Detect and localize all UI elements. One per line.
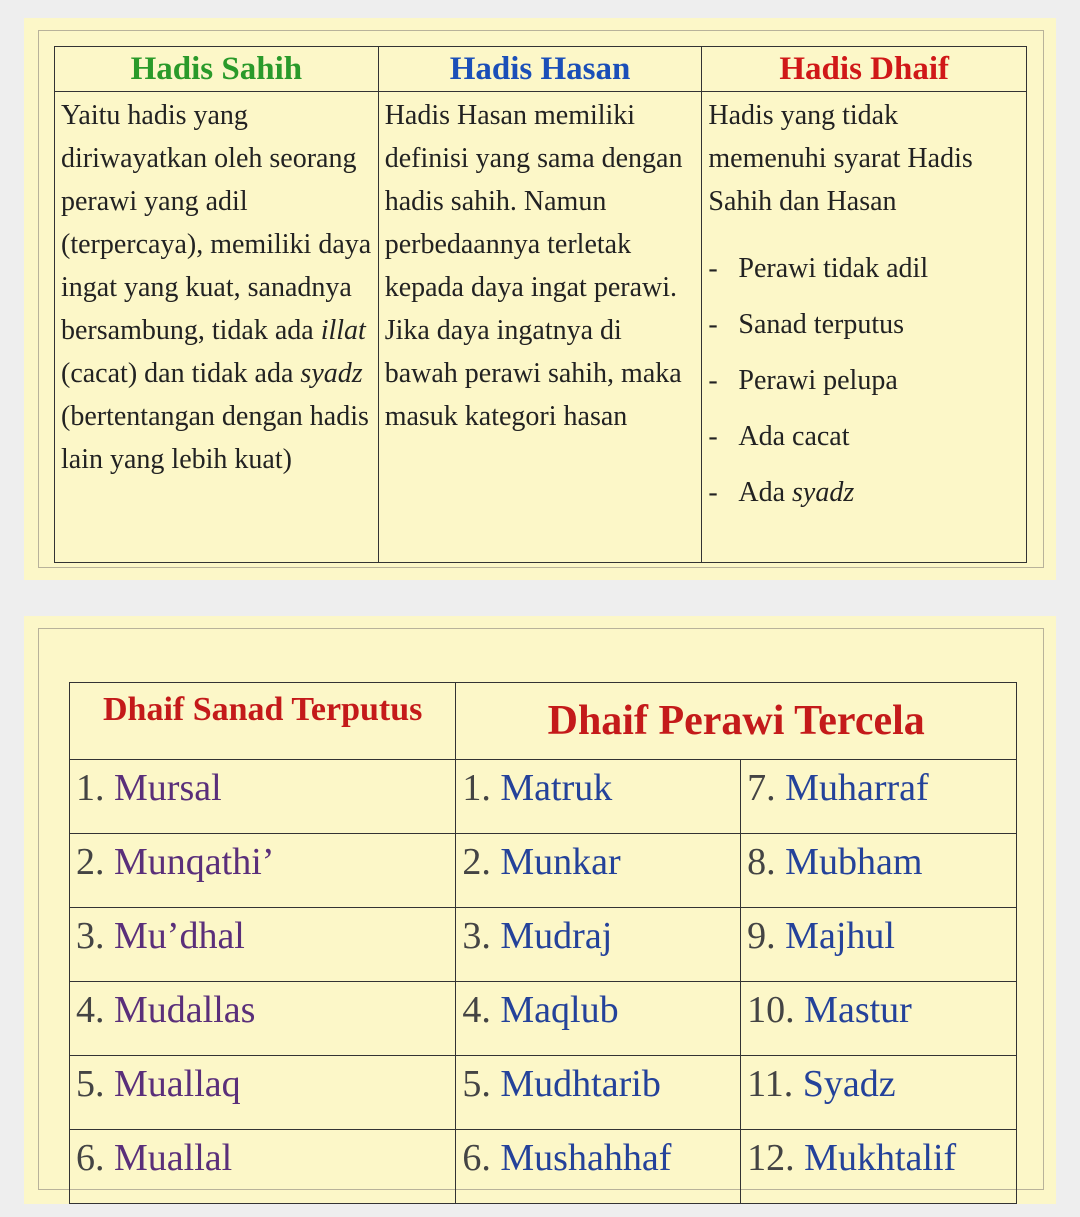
- list-item: - Ada cacat: [708, 409, 1020, 465]
- perawi-tercela-cell: [456, 982, 741, 1056]
- perawi-tercela-cell: [741, 982, 1017, 1056]
- dhaif-types-sheet: [24, 616, 1056, 1204]
- sahih-definition: [55, 92, 379, 563]
- sanad-terputus-cell: [70, 760, 456, 834]
- item-number: 11.: [747, 1063, 794, 1105]
- item-label: Majhul: [785, 915, 895, 957]
- item-label: Matruk: [500, 767, 613, 809]
- item-label: Mudraj: [500, 915, 613, 957]
- item-number: 2.: [462, 841, 491, 883]
- perawi-tercela-cell: [456, 1130, 741, 1204]
- hadis-comparison-table: [54, 46, 1027, 563]
- table-header-row: [55, 47, 1027, 92]
- item-number: 3.: [462, 915, 491, 957]
- dhaif-definition: [702, 92, 1027, 563]
- sanad-terputus-cell: [70, 834, 456, 908]
- item-number: 6.: [462, 1137, 491, 1179]
- table-row: [70, 760, 1017, 834]
- hasan-definition: [378, 92, 702, 563]
- perawi-tercela-cell: [741, 760, 1017, 834]
- perawi-tercela-cell: [741, 1130, 1017, 1204]
- item-label: Mukhtalif: [804, 1137, 957, 1179]
- header-sahih: Hadis Sahih: [55, 47, 379, 92]
- item-number: 5.: [462, 1063, 491, 1105]
- list-item: - Perawi pelupa: [708, 353, 1020, 409]
- comparison-sheet: [24, 18, 1056, 580]
- item-label: Munkar: [500, 841, 621, 883]
- list-item: [708, 465, 1020, 521]
- table-row: [70, 908, 1017, 982]
- item-label: Mudallas: [114, 989, 256, 1031]
- item-label: Munqathi’: [114, 841, 275, 883]
- dhaif-criteria-list: [708, 241, 1020, 521]
- dhaif-types-body: [70, 760, 1017, 1204]
- item-number: 4.: [76, 989, 105, 1031]
- perawi-tercela-cell: [741, 834, 1017, 908]
- item-label: Mudhtarib: [500, 1063, 661, 1105]
- item-number: 6.: [76, 1137, 105, 1179]
- item-number: 12.: [747, 1137, 795, 1179]
- sanad-terputus-cell: [70, 1130, 456, 1204]
- sahih-text-3: (bertentangan dengan hadis lain yang lebih kuat): [61, 401, 369, 475]
- item-label: Mubham: [785, 841, 923, 883]
- last-item-italic: syadz: [792, 477, 855, 508]
- dhaif-types-panel: [24, 616, 1056, 1204]
- sahih-text-2: (cacat) dan tidak ada: [61, 358, 301, 389]
- item-label: Mu’dhal: [114, 915, 245, 957]
- item-label: Mursal: [114, 767, 222, 809]
- item-number: 10.: [747, 989, 795, 1031]
- item-number: 7.: [747, 767, 776, 809]
- item-number: 4.: [462, 989, 491, 1031]
- dhaif-types-table: [69, 682, 1017, 1204]
- table-row: [70, 1056, 1017, 1130]
- header-hasan: Hadis Hasan: [378, 47, 702, 92]
- dhaif-intro: Hadis yang tidak memenuhi syarat Hadis Sahih dan Hasan: [708, 100, 973, 217]
- sanad-terputus-cell: [70, 1056, 456, 1130]
- header-dhaif: Hadis Dhaif: [702, 47, 1027, 92]
- hasan-text: Hadis Hasan memiliki definisi yang sama dengan hadis sahih. Namun perbedaannya terletak kepada daya ingat perawi. Jika daya ingatnya di bawah perawi sahih, maka masuk kategori hasan: [384, 100, 683, 432]
- perawi-tercela-cell: [456, 908, 741, 982]
- table-row: [70, 982, 1017, 1056]
- item-label: Muallaq: [114, 1063, 241, 1105]
- perawi-tercela-cell: [456, 834, 741, 908]
- table-row: [70, 834, 1017, 908]
- header-sanad-terputus: Dhaif Sanad Terputus: [70, 683, 456, 760]
- item-number: 9.: [747, 915, 776, 957]
- item-label: Mastur: [804, 989, 912, 1031]
- list-item: - Sanad terputus: [708, 297, 1020, 353]
- sahih-text-1: Yaitu hadis yang diriwayatkan oleh seorang perawi yang adil (terpercaya), memiliki daya ingat yang kuat, sanadnya bersambung, tidak ada: [61, 100, 372, 346]
- item-label: Syadz: [802, 1063, 896, 1105]
- item-number: 3.: [76, 915, 105, 957]
- item-label: Muharraf: [785, 767, 929, 809]
- item-number: 1.: [462, 767, 491, 809]
- comparison-panel: [24, 18, 1056, 580]
- header-perawi-tercela: Dhaif Perawi Tercela: [456, 683, 1017, 760]
- item-label: Maqlub: [500, 989, 619, 1031]
- perawi-tercela-cell: [741, 908, 1017, 982]
- list-item: - Perawi tidak adil: [708, 241, 1020, 297]
- table-body-row: [55, 92, 1027, 563]
- sanad-terputus-cell: [70, 982, 456, 1056]
- item-number: 8.: [747, 841, 776, 883]
- item-label: Mushahhaf: [500, 1137, 672, 1179]
- item-number: 2.: [76, 841, 105, 883]
- table-header-row: [70, 683, 1017, 760]
- perawi-tercela-cell: [456, 1056, 741, 1130]
- perawi-tercela-cell: [456, 760, 741, 834]
- item-number: 5.: [76, 1063, 105, 1105]
- last-item-prefix: Ada: [738, 477, 793, 508]
- perawi-tercela-cell: [741, 1056, 1017, 1130]
- table-row: [70, 1130, 1017, 1204]
- syadz-term: syadz: [300, 358, 363, 389]
- illat-term: illat: [320, 315, 366, 346]
- sanad-terputus-cell: [70, 908, 456, 982]
- item-label: Muallal: [114, 1137, 233, 1179]
- item-number: 1.: [76, 767, 105, 809]
